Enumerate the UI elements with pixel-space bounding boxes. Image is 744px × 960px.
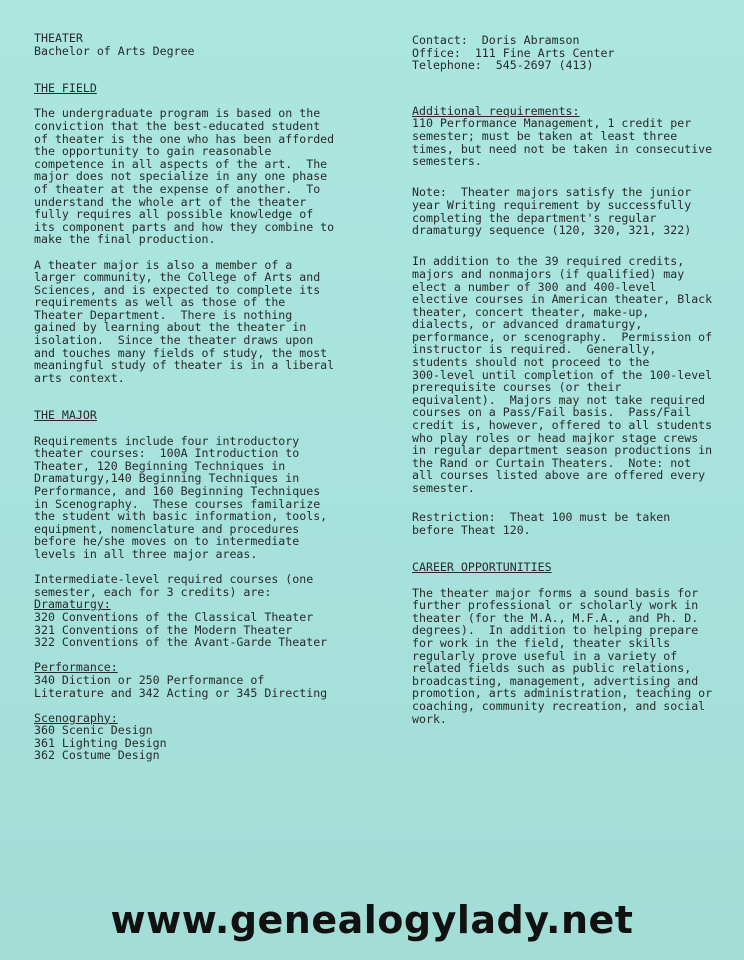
text-line: the student with basic information, tools,	[34, 509, 328, 524]
program-title: THEATER	[34, 31, 83, 45]
course-item: 320 Conventions of the Classical Theater	[34, 609, 314, 624]
additional-paragraph	[412, 117, 742, 167]
text-line: elective courses in American theater, Black	[412, 292, 713, 307]
text-line: and touches many fields of study, the most	[34, 345, 328, 360]
course-item: 340 Diction or 250 Performance of	[34, 672, 265, 687]
scenography-label: Scenography:	[34, 710, 118, 725]
text-line: before he/she moves on to intermediate	[34, 534, 300, 549]
text-line: equipment, nomenclature and procedures	[34, 521, 300, 536]
text-line: in Scenography. These courses familarize	[34, 496, 321, 511]
text-line: fully requires all possible knowledge of	[34, 207, 314, 222]
text-line: of theater is the one who has been afforded	[34, 131, 335, 146]
left-column	[34, 32, 374, 762]
text-line: equivalent). Majors may not take required	[412, 392, 706, 407]
text-line: its component parts and how they combine to	[34, 219, 335, 234]
contact-name: Contact: Doris Abramson	[412, 33, 580, 47]
degree-title: Bachelor of Arts Degree	[34, 43, 195, 58]
course-item: 362 Costume Design	[34, 748, 160, 763]
text-line: work.	[412, 711, 447, 726]
text-line: who play roles or head majkor stage crews	[412, 430, 699, 445]
text-line: semester, each for 3 credits) are:	[34, 584, 272, 599]
text-line: prerequisite courses (or their	[412, 380, 622, 395]
text-line: related fields such as public relations,	[412, 661, 692, 676]
text-line: Requirements include four introductory	[34, 433, 300, 448]
text-line: further professional or scholarly work in	[412, 598, 699, 613]
contact-telephone: Telephone: 545-2697 (413)	[412, 58, 594, 73]
text-line: theater (for the M.A., M.F.A., and Ph. D.	[412, 610, 699, 625]
text-line: in regular department season productions in	[412, 443, 713, 458]
scenography-list	[34, 712, 374, 762]
text-line: degrees). In addition to helping prepare	[412, 623, 699, 638]
text-line: completing the department's regular	[412, 210, 657, 225]
text-line: meaningful study of theater is in a liberal	[34, 358, 335, 373]
section-heading-the-major: THE MAJOR	[34, 408, 97, 423]
career-paragraph	[412, 587, 742, 726]
major-paragraph-2	[34, 573, 374, 598]
text-line: semester; must be taken at least three	[412, 128, 678, 143]
text-line: elect a number of 300 and 400-level	[412, 279, 657, 294]
text-line: 300-level until completion of the 100-level	[412, 367, 713, 382]
text-line: Intermediate-level required courses (one	[34, 572, 314, 587]
text-line: Theater Department. There is nothing	[34, 307, 293, 322]
dramaturgy-list	[34, 598, 374, 648]
text-line: The theater major forms a sound basis for	[412, 585, 699, 600]
text-line: coaching, community recreation, and social	[412, 698, 706, 713]
dramaturgy-label: Dramaturgy:	[34, 597, 111, 612]
text-line: conviction that the best-educated student	[34, 118, 321, 133]
text-line: Theater, 120 Beginning Techniques in	[34, 458, 286, 473]
text-line: competence in all aspects of the art. The	[34, 156, 328, 171]
text-line: the Rand or Curtain Theaters. Note: not	[412, 455, 692, 470]
right-column	[412, 34, 742, 725]
website-watermark: www.genealogylady.net	[110, 898, 634, 942]
text-line: majors and nonmajors (if qualified) may	[412, 266, 685, 281]
text-line: for work in the field, theater skills	[412, 635, 671, 650]
section-heading-additional-requirements: Additional requirements:	[412, 103, 580, 118]
text-line: requirements as well as those of the	[34, 295, 286, 310]
major-paragraph-1	[34, 435, 374, 561]
text-line: promotion, arts administration, teaching or	[412, 686, 713, 701]
text-line: isolation. Since the theater draws upon	[34, 333, 314, 348]
elective-paragraph	[412, 255, 742, 494]
text-line: courses on a Pass/Fail basis. Pass/Fail	[412, 405, 692, 420]
section-heading-career-opportunities: CAREER OPPORTUNITIES	[412, 560, 552, 575]
text-line: Sciences, and is expected to complete its	[34, 282, 321, 297]
text-line: Dramaturgy,140 Beginning Techniques in	[34, 471, 300, 486]
text-line: all courses listed above are offered every	[412, 468, 706, 483]
restriction-paragraph	[412, 511, 742, 536]
field-paragraph-1	[34, 107, 374, 246]
text-line: dramaturgy sequence (120, 320, 321, 322)	[412, 223, 692, 238]
text-line: times, but need not be taken in consecutive	[412, 141, 713, 156]
performance-label: Performance:	[34, 660, 118, 675]
text-line: performance, or scenography. Permission of	[412, 329, 713, 344]
text-line: larger community, the College of Arts and	[34, 270, 321, 285]
text-line: Restriction: Theat 100 must be taken	[412, 510, 671, 525]
text-line: credit is, however, offered to all students	[412, 418, 713, 433]
field-paragraph-2	[34, 259, 374, 385]
text-line: dialects, or advanced dramaturgy,	[412, 317, 643, 332]
text-line: regularly prove useful in a variety of	[412, 648, 678, 663]
contact-block	[412, 34, 742, 72]
text-line: year Writing requirement by successfully	[412, 197, 692, 212]
degree-header	[34, 32, 374, 57]
text-line: the opportunity to gain reasonable	[34, 144, 272, 159]
text-line: 110 Performance Management, 1 credit per	[412, 116, 692, 131]
text-line: before Theat 120.	[412, 522, 531, 537]
course-item: 322 Conventions of the Avant-Garde Theater	[34, 635, 328, 650]
text-line: major does not specialize in any one phase	[34, 169, 328, 184]
text-line: of theater at the expense of another. To	[34, 181, 321, 196]
course-item: 321 Conventions of the Modern Theater	[34, 622, 293, 637]
text-line: semester.	[412, 481, 475, 495]
text-line: arts context.	[34, 370, 125, 385]
course-item: 360 Scenic Design	[34, 723, 153, 738]
course-item: Literature and 342 Acting or 345 Directing	[34, 685, 328, 700]
text-line: theater, concert theater, make-up,	[412, 304, 650, 319]
contact-office: Office: 111 Fine Arts Center	[412, 45, 615, 60]
performance-list	[34, 661, 374, 699]
text-line: Note: Theater majors satisfy the junior	[412, 185, 692, 200]
text-line: theater courses: 100A Introduction to	[34, 446, 300, 461]
text-line: Performance, and 160 Beginning Techniques	[34, 484, 321, 498]
text-line: A theater major is also a member of a	[34, 257, 293, 272]
text-line: instructor is required. Generally,	[412, 342, 657, 357]
course-item: 361 Lighting Design	[34, 735, 167, 750]
text-line: In addition to the 39 required credits,	[412, 254, 685, 269]
text-line: broadcasting, management, advertising and	[412, 673, 699, 688]
text-line: The undergraduate program is based on the	[34, 106, 321, 121]
text-line: students should not proceed to the	[412, 355, 650, 370]
text-line: levels in all three major areas.	[34, 546, 258, 561]
section-heading-the-field: THE FIELD	[34, 81, 97, 96]
note-paragraph	[412, 186, 742, 236]
text-line: semesters.	[412, 154, 482, 169]
text-line: make the final production.	[34, 232, 216, 247]
text-line: understand the whole art of the theater	[34, 194, 307, 209]
text-line: gained by learning about the theater in	[34, 320, 307, 335]
